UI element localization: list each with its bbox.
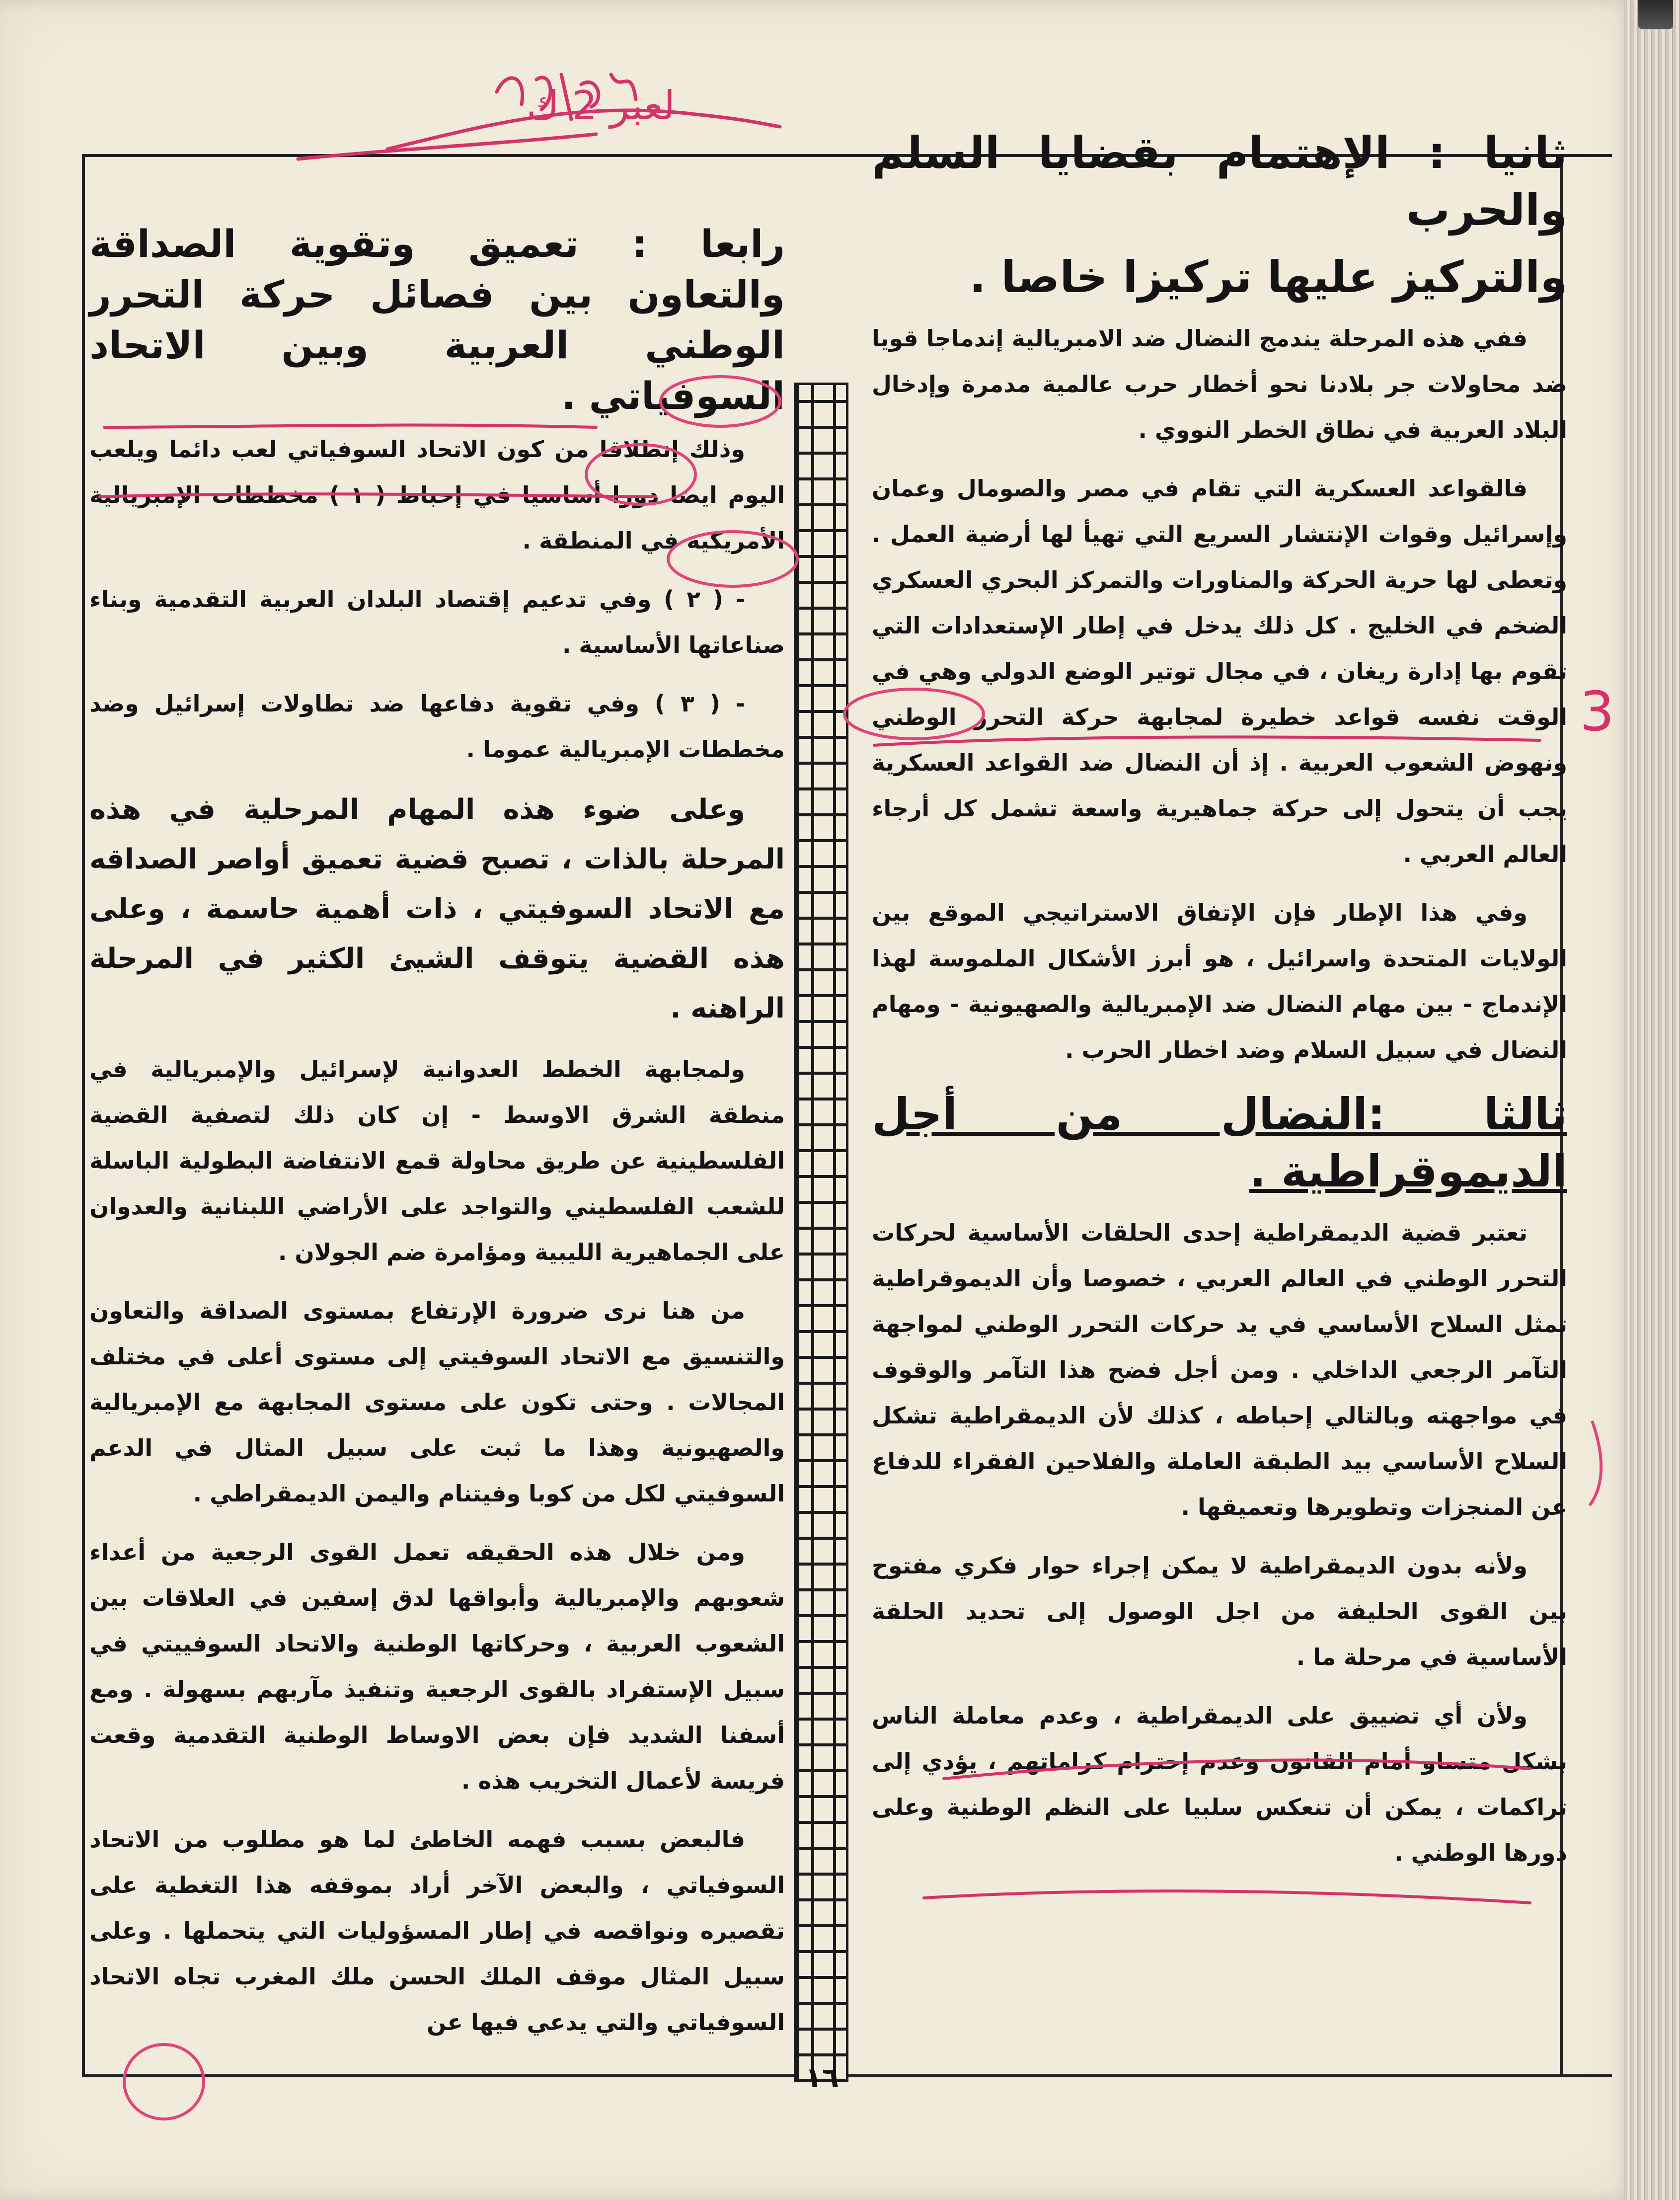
right-column bbox=[872, 124, 1567, 1888]
section-heading-2-cont: والتركيز عليها تركيزا خاصا . bbox=[969, 251, 1567, 303]
page-number: ١٦ bbox=[805, 2062, 840, 2094]
greek-key-column-divider bbox=[794, 383, 848, 2082]
paragraph: فالبعض بسبب فهمه الخاطئ لما هو مطلوب من الاتحاد السوفياتي ، والبعض الآخر أراد بموقفه هذا التغطية على تقصيره ونواقصه في إطار المسؤوليات التي يتحملها . وعلى سبيل المثال موقف الملك الحسن ملك المغرب تجاه الاتحاد السوفياتي والتي يدعي فيها عن bbox=[89, 1826, 785, 2036]
paragraph: ففي هذه المرحلة يندمج النضال ضد الامبريالية إندماجا قويا ضد محاولات جر بلادنا نحو أخطار حرب عالمية مدمرة وإدخال البلاد العربية في نطاق الخطر النووي . bbox=[872, 325, 1567, 443]
section-heading-2: ثانيا : الإهتمام بقضايا السلم والحرب bbox=[872, 127, 1567, 236]
paragraph: تعتبر قضية الديمقراطية إحدى الحلقات الأساسية لحركات التحرر الوطني في العالم العربي ، خصوصا وأن الديموقراطية تمثل السلاح الأساسي في يد حركات التحرر الوطني لمواجهة التآمر الرجعي الداخلي . ومن أجل فضح هذا التآمر والوقوف في مواجهته وبالتالي إحباطه ، كذلك لأن الديمقراطية تشكل السلاح الأساسي بيد الطبقة العاملة والفلاحين الفقراء للدفاع عن المنجزات وتطويرها وتعميقها . bbox=[872, 1219, 1567, 1520]
list-item: - ( ٢ ) وفي تدعيم إقتصاد البلدان العربية التقدمية وبناء صناعاتها الأساسية . bbox=[89, 586, 785, 658]
list-item: - ( ٣ ) وفي تقوية دفاعها ضد تطاولات إسرائيل وضد مخططات الإمبريالية عموما . bbox=[89, 690, 785, 763]
paragraph: ولأن أي تضييق على الديمقراطية ، وعدم معاملة الناس بشكل متساو أمام القانون وعدم إحترام كراماتهم ، يؤدي إلى تراكمات ، يمكن أن تنعكس سلبيا على النظم الوطنية وعلى دورها الوطني . bbox=[872, 1702, 1567, 1866]
binder-clip bbox=[1638, 0, 1673, 29]
section-heading-3: ثالثا :النضال من أجل الديموقراطية . bbox=[872, 1089, 1567, 1197]
section-heading-4: رابعا : تعميق وتقوية الصداقة والتعاون بين فصائل حركة التحرر الوطني العربية وبين الاتحاد السوفياتي . bbox=[89, 222, 785, 418]
top-scribble-text: لعبر 2 ك bbox=[527, 82, 675, 129]
emphasis-paragraph: وعلى ضوء هذه المهام المرحلية في هذه المرحلة بالذات ، تصبح قضية تعميق أواصر الصداقه مع الاتحاد السوفيتي ، ذات أهمية حاسمة ، وعلى هذه القضية يتوقف الشيئ الكثير في المرحلة الراهنه . bbox=[89, 793, 785, 1024]
paragraph: ومن خلال هذه الحقيقه تعمل القوى الرجعية من أعداء شعوبهم والإمبريالية وأبواقها لدق إسفين في العلاقات بين الشعوب العربية ، وحركاتها الوطنية والاتحاد السوفييتي في سبيل الإستفراد بالقوى الرجعية وتنفيذ مآربهم بسهولة . ومع أسفنا الشديد فإن بعض الاوساط الوطنية التقدمية وقعت فريسة لأعمال التخريب هذه . bbox=[89, 1539, 785, 1794]
paragraph: ولمجابهة الخطط العدوانية لإسرائيل والإمبريالية في منطقة الشرق الاوسط - إن كان ذلك لتصفية القضية الفلسطينية عن طريق محاولة قمع الانتفاضة البطولية الباسلة للشعب الفلسطيني والتواجد على الأراضي اللبنانية والعدوان على الجماهيرية الليبية ومؤامرة ضم الجولان . bbox=[89, 1056, 785, 1265]
paragraph: فالقواعد العسكرية التي تقام في مصر والصومال وعمان وإسرائيل وقوات الإنتشار السريع التي تهيأ لها أرضية العمل . وتعطى لها حرية الحركة والمناورات والتمركز البحري العسكري الضخم في الخليج . كل ذلك يدخل في إطار الإستعدادات التي تقوم بها إدارة ريغان ، في مجال توتير الوضع الدولي وهي في الوقت نفسه قواعد خطيرة لمجابهة حركة التحرر الوطني ونهوض الشعوب العربية . إذ أن النضال ضد القواعد العسكرية يجب أن يتحول إلى حركة جماهيرية واسعة تشمل كل أرجاء العالم العربي . bbox=[872, 475, 1567, 867]
paragraph: وفي هذا الإطار فإن الإتفاق الاستراتيجي الموقع بين الولايات المتحدة واسرائيل ، هو أبرز الأشكال الملموسة لهذا الإندماج - بين مهام النضال ضد الإمبريالية والصهيونية - ومهام النضال في سبيل السلام وضد اخطار الحرب . bbox=[872, 899, 1567, 1063]
left-column bbox=[89, 219, 785, 2058]
paragraph: ولأنه بدون الديمقراطية لا يمكن إجراء حوار فكري مفتوح بين القوى الحليفة من اجل الوصول إلى تحديد الحلقة الأساسية في مرحلة ما . bbox=[872, 1552, 1567, 1670]
paragraph: من هنا نرى ضرورة الإرتفاع بمستوى الصداقة والتعاون والتنسيق مع الاتحاد السوفيتي إلى مستوى أعلى في مختلف المجالات . وحتى تكون على مستوى المجابهة مع الإمبريالية والصهيونية وهذا ما ثبت على سبيل المثال في الدعم السوفيتي لكل من كوبا وفيتنام واليمن الديمقراطي . bbox=[89, 1297, 785, 1507]
paragraph: وذلك إنطلاقا من كون الاتحاد السوفياتي لعب دائما ويلعب اليوم ايضا دورا أساسيا في إحباط ( ١ ) مخططات الإمبريالية الأمريكية في المنطقة . bbox=[89, 436, 785, 554]
frame-border-left bbox=[82, 154, 85, 2077]
page-stack-edge bbox=[1624, 0, 1680, 2200]
margin-mark: 3 bbox=[1580, 680, 1614, 743]
